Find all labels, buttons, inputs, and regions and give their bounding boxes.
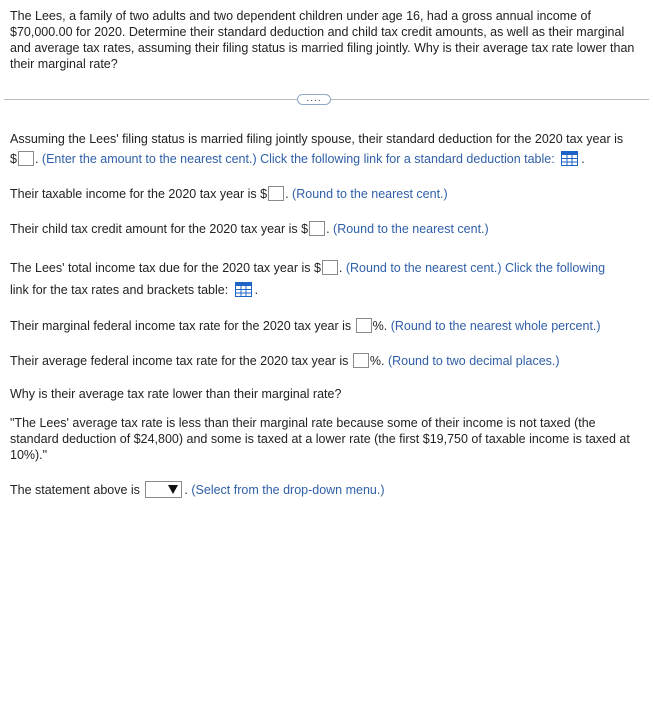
child-credit-label: Their child tax credit amount for the 2020 tax year is $ <box>10 222 309 236</box>
tax-table-label: link for the tax rates and brackets table: <box>10 283 229 297</box>
marginal-rate-input[interactable] <box>356 318 372 333</box>
total-tax-label: The Lees' total income tax due for the 2020 tax year is $ <box>10 261 321 275</box>
taxable-income-label: Their taxable income for the 2020 tax year is $ <box>10 187 268 201</box>
taxable-income-row: Their taxable income for the 2020 tax year is $ . (Round to the nearest cent.) <box>10 187 448 201</box>
child-credit-input[interactable] <box>309 221 325 236</box>
child-credit-hint: (Round to the nearest cent.) <box>333 222 489 236</box>
average-rate-input[interactable] <box>353 353 369 368</box>
total-tax-input[interactable] <box>322 260 338 275</box>
deduction-hint: (Enter the amount to the nearest cent.) Click the following link for a standard deduction table: <box>41 152 555 166</box>
marginal-rate-hint: (Round to the nearest whole percent.) <box>390 319 601 333</box>
statement-label: The statement above is <box>10 483 140 497</box>
total-tax-row: The Lees' total income tax due for the 2020 tax year is $ . (Round to the nearest cent.) Click the following link for the tax rates and brackets table: . <box>10 261 606 297</box>
statement-row: The statement above is . (Select from the drop-down menu.) <box>10 483 385 497</box>
average-rate-hint: (Round to two decimal places.) <box>387 354 560 368</box>
marginal-rate-label: Their marginal federal income tax rate for the 2020 tax year is <box>10 319 352 333</box>
deduction-row: Assuming the Lees' filing status is married filing jointly spouse, their standard deduction for the 2020 tax year is $ . (Enter the amount to the nearest cent.) Click the following link for a standard deduction table: . <box>10 132 624 166</box>
percent-sign: %. <box>369 354 385 368</box>
average-rate-row <box>10 353 646 369</box>
marginal-rate-row <box>10 318 646 334</box>
dropdown-arrow-icon <box>168 485 178 494</box>
deduction-label: Assuming the Lees' filing status is married filing jointly spouse, their standard deduction for the 2020 tax year is <box>10 132 624 146</box>
standard-deduction-input[interactable] <box>18 151 34 166</box>
percent-sign: %. <box>372 319 388 333</box>
statement-dropdown[interactable] <box>145 481 182 498</box>
average-rate-label: Their average federal income tax rate for the 2020 tax year is <box>10 354 349 368</box>
total-tax-hint: (Round to the nearest cent.) Click the following <box>345 261 606 275</box>
taxable-income-hint: (Round to the nearest cent.) <box>292 187 448 201</box>
why-question: Why is their average tax rate lower than their marginal rate? <box>10 387 342 401</box>
statement-hint: (Select from the drop-down menu.) <box>191 483 385 497</box>
quote-text: "The Lees' average tax rate is less than their marginal rate because some of their income is not taxed (the standard deduction of $24,800) and some is taxed at a lower rate (the first $19,750 of taxable income is taxed at 10%)." <box>10 416 630 462</box>
table-icon[interactable] <box>235 282 252 297</box>
more-button[interactable]: .... <box>297 94 331 105</box>
taxable-income-input[interactable] <box>268 186 284 201</box>
table-icon[interactable] <box>561 151 578 166</box>
dollar-sign: $ <box>10 152 17 166</box>
question-text: The Lees, a family of two adults and two dependent children under age 16, had a gross annual income of $70,000.00 for 2020. Determine their standard deduction and child tax credit amounts, as well as their marginal and average tax rates, assuming their filing status is married filing jointly. Why is their average tax rate lower than their marginal rate? <box>10 9 635 71</box>
child-credit-row: Their child tax credit amount for the 2020 tax year is $ . (Round to the nearest cent.) <box>10 222 489 236</box>
